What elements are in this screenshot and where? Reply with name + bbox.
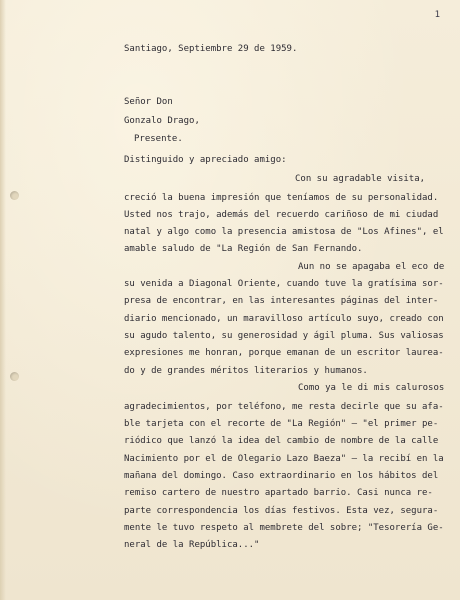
body-line: agradecimientos, por teléfono, me resta decirle que su afa- <box>124 402 444 412</box>
body-line: su venida a Diagonal Oriente, cuando tuve la gratísima sor- <box>124 279 444 289</box>
greeting: Distinguido y apreciado amigo: <box>124 155 287 165</box>
body-line: mañana del domingo. Caso extraordinario en los hábitos del <box>124 471 439 481</box>
body-line: remiso cartero de nuestro apartado barrio. Casi nunca re- <box>124 488 433 498</box>
body-line: mente le tuvo respeto al membrete del sobre; "Tesorería Ge- <box>124 523 444 533</box>
punch-hole-bottom <box>10 372 19 381</box>
body-line: parte correspondencia los días festivos. Esta vez, segura- <box>124 506 439 516</box>
punch-hole-top <box>10 191 19 200</box>
body-line: neral de la República..." <box>124 540 260 550</box>
body-line: su agudo talento, su generosidad y ágil pluma. Sus valiosas <box>124 331 444 341</box>
body-line: amable saludo de "La Región de San Fernando. <box>124 244 363 254</box>
body-line: Nacimiento por el de Olegario Lazo Baeza" — la recibí en la <box>124 454 444 464</box>
body-line: Usted nos trajo, además del recuerdo cariñoso de mi ciudad <box>124 210 439 220</box>
body-line: natal y algo como la presencia amistosa de "Los Afines", el <box>124 227 444 237</box>
body-line: ble tarjeta con el recorte de "La Región" — "el primer pe- <box>124 419 439 429</box>
address-line-1: Señor Don <box>124 97 173 107</box>
body-line: Aun no se apagaba el eco de <box>298 262 445 272</box>
paper-edge-shadow <box>0 0 6 600</box>
page-number: 1 <box>434 10 440 20</box>
body-line: presa de encontrar, en las interesantes páginas del inter- <box>124 296 439 306</box>
body-line: do y de grandes méritos literarios y humanos. <box>124 366 368 376</box>
body-line: riódico que lanzó la idea del cambio de nombre de la calle <box>124 436 439 446</box>
date-line: Santiago, Septiembre 29 de 1959. <box>124 44 298 54</box>
body-line: Como ya le di mis calurosos <box>298 383 445 393</box>
body-line: diario mencionado, un maravilloso artículo suyo, creado con <box>124 314 444 324</box>
body-line: expresiones me honran, porque emanan de un escritor laurea- <box>124 348 444 358</box>
body-line: creció la buena impresión que teníamos de su personalidad. <box>124 193 439 203</box>
body-line: Con su agradable visita, <box>295 174 426 184</box>
address-line-3: Presente. <box>134 134 183 144</box>
address-line-2: Gonzalo Drago, <box>124 116 200 126</box>
